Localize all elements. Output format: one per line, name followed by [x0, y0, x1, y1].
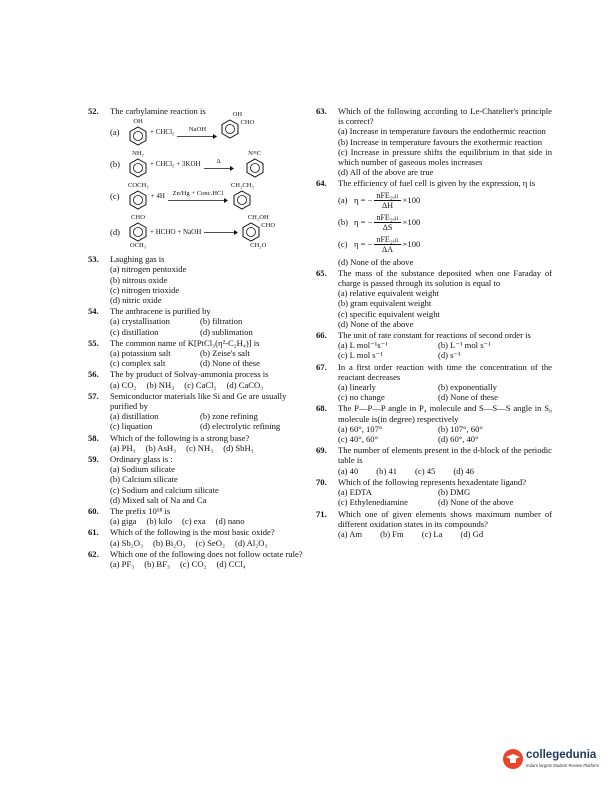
option: (c) CO₂ [179, 559, 207, 570]
question-67: 67. In a first order reaction with time the concentration of the reactant decreases (a) linearly (b) exponentially (c) no change (d) None of these [316, 361, 552, 403]
question-62: 62. Which one of the following does not follow octate rule? (a) PF₃ (b) BF₃ (c) CO₂ (d) CCl₄ [88, 548, 303, 570]
option: (c) La [421, 528, 443, 539]
option: (d) None of these [438, 392, 498, 403]
option: (c) specific equivalent weight [338, 308, 440, 319]
option: (a) Am [338, 528, 363, 539]
question-text: The carbylamine reaction is [110, 106, 206, 116]
question-60: 60. The prefix 10¹⁸ is (a) giga (b) kilo (c) exa (d) nano [88, 506, 245, 527]
salicylaldehyde-structure: OH CHO [220, 111, 254, 139]
efficiency-formula-a: (a) η = − $\frac{\text{nFE₂ₑₗₗ}}{\Delta H}$ ×100 [338, 190, 421, 210]
option: (d) s⁻¹ [438, 350, 461, 361]
option: (c) CaCl₂ [184, 379, 217, 390]
option: (c) nitrogen trioxide [110, 284, 180, 295]
option: (b) Increase in temperature favours the exothermic reaction [338, 136, 543, 147]
option: (b) 107°, 60° [438, 423, 483, 434]
question-59: 59. Ordinary glass is : (a) Sodium silicate (b) Calcium silicate (c) Sodium and calcium silicate (d) Mixed salt of Na and Ca [88, 454, 306, 505]
question-52 [88, 106, 306, 250]
option: (d) nitric oxide [110, 295, 162, 306]
option: (d) None of the above [338, 256, 414, 267]
reaction-arrow: Zn/Hg + Conc.HCl [168, 190, 228, 203]
option: (b) exponentially [438, 382, 497, 393]
option: (b) 41 [376, 465, 398, 476]
option: (d) SbH₃ [223, 442, 254, 453]
option: (b) Calcium silicate [110, 474, 178, 485]
option: (c) liquation [110, 421, 153, 432]
option: (d) All of the above are true [338, 167, 434, 178]
reaction-c: (c) COCH₃ + 4H Zn/Hg + Conc.HCl CH₂CH₃ [110, 182, 306, 210]
option: (c) distillation [110, 326, 159, 337]
reaction-arrow: Δ [204, 158, 234, 171]
option: (d) Mixed salt of Na and Ca [110, 494, 207, 505]
reaction-a: (a) OH + CHCl₃ NaOH OH CHO [110, 118, 306, 146]
option: (a) 60°, 107° [338, 423, 383, 434]
option: (b) kilo [146, 516, 173, 527]
option: (a) Sb₂O₃ [110, 537, 143, 548]
isocyanide-structure: N≡C [245, 150, 265, 178]
reaction-b: (b) NH₂ + CHCl₃ + 3KOH Δ N≡C [110, 150, 306, 178]
option: (d) electrolytic refining [200, 421, 281, 432]
option: (a) relative equivalent weight [338, 288, 439, 299]
efficiency-formula-c: (c) η = − $\frac{\text{nFE₂ₑₗₗ}}{\Delta A}$ ×100 [338, 234, 421, 254]
option: (d) 60°, 40° [438, 434, 479, 445]
option: (b) Fm [380, 528, 404, 539]
question-54: 54. The anthracene is purified by (a) crystallisation (b) filtration (c) distillation (d) sublimation [88, 306, 306, 337]
option: (a) EDTA [338, 487, 372, 498]
option: (b) zone refining [200, 411, 258, 422]
option: (a) giga [110, 516, 137, 527]
question-65: 65. The mass of the substance deposited when one Faraday of charge is passed through its solution is equal to (a) relative equivalent weight (b) gram equivalent weight (c) specific equivalent weight (d) None of the above [316, 267, 552, 329]
option: (b) filtration [200, 316, 243, 327]
option: (a) Increase in temperature favours the endothermic reaction [338, 126, 546, 137]
option: (d) None of these [200, 358, 260, 369]
option: (b) Zeise's salt [200, 348, 250, 359]
collegedunia-logo[interactable] [502, 746, 599, 776]
option: (b) NH₃ [146, 379, 175, 390]
option: (a) PF₃ [110, 559, 135, 570]
question-58: 58. Which of the following is a strong base? (a) PH₃ (b) AsH₃ (c) NH₃ (d) SbH₃ [88, 432, 254, 453]
logo-tagline: India's largest Student Review Platform [526, 763, 599, 768]
option: (a) Sodium silicate [110, 464, 175, 475]
option: (d) sublimation [200, 326, 253, 337]
option: (c) L mol s⁻¹ [338, 350, 383, 361]
option: (a) potassium salt [110, 348, 171, 359]
option: (c) SeO₂ [195, 537, 225, 548]
acetophenone-structure: COCH₃ [128, 182, 149, 210]
option: (a) CO₂ [110, 379, 137, 390]
question-61: 61. Which of the following is the most basic oxide? (a) Sb₂O₃ (b) Bi₂O₃ (c) SeO₂ (d) Al₂O₃ [88, 527, 275, 548]
option: (d) Al₂O₃ [234, 537, 268, 548]
option: (a) L mol⁻¹s⁻¹ [338, 340, 388, 351]
option: (c) 45 [415, 465, 436, 476]
option: (d) None of the above [438, 497, 514, 508]
efficiency-formula-b: (b) η = − $\frac{\text{nFE₂ₑₗₗ}}{\Delta S}$ ×100 [338, 212, 421, 232]
option: (d) Gd [460, 528, 484, 539]
question-66: 66. The unit of rate constant for reactions of second order is (a) L mol⁻¹s⁻¹ (b) L⁻¹ mol s⁻¹ (c) L mol s⁻¹ (d) s⁻¹ [316, 330, 552, 361]
question-70: 70. Which of the following represents hexadentate ligand? (a) EDTA (b) DMG (c) Ethylenediamine (d) None of the above [316, 477, 552, 508]
logo-name: collegedunia [526, 749, 597, 761]
option: (b) DMG [438, 487, 471, 498]
option: (c) exa [182, 516, 206, 527]
reaction-arrow [204, 230, 238, 235]
option: (b) L⁻¹ mol s⁻¹ [438, 340, 491, 351]
ethylbenzene-structure: CH₂CH₃ [231, 182, 254, 210]
option: (d) CCl₄ [216, 559, 246, 570]
reaction-arrow: NaOH [177, 126, 217, 139]
aniline-structure: NH₂ [128, 150, 148, 178]
option: (c) Increase in pressure shifts the equilibrium in that side in which number of gaseous moles increases [338, 146, 552, 168]
question-69: 69. The number of elements present in the d-block of the periodic table is (a) 40 (b) 41 (c) 45 (d) 46 [316, 445, 552, 476]
option: (a) 40 [338, 465, 359, 476]
option: (d) 46 [453, 465, 475, 476]
option: (a) nitrogen pentoxide [110, 264, 187, 275]
question-56: 56. The by product of Solvay-ammonia process is (a) CO₂ (b) NH₃ (c) CaCl₂ (d) CaCO₃ [88, 369, 269, 390]
option: (a) crystallisation [110, 316, 170, 327]
option: (a) distillation [110, 411, 159, 422]
option: (c) no change [338, 392, 385, 403]
option: (c) 40°, 60° [338, 434, 379, 445]
option: (a) PH₃ [110, 442, 136, 453]
graduation-cap-icon [502, 748, 524, 770]
option: (a) linearly [338, 382, 376, 393]
option: (d) nano [215, 516, 245, 527]
question-53: 53. Laughing gas is (a) nitrogen pentoxide (b) nitrous oxide (c) nitrogen trioxide (d) nitric oxide [88, 254, 306, 305]
option: (b) gram equivalent weight [338, 298, 432, 309]
option: (c) complex salt [110, 358, 166, 369]
question-64: 64. The efficiency of fuel cell is given by the expression, η is (a) η = − $\frac{\text{nFE₂ₑₗₗ}}{\Delta H}$ ×100 (b) η = − $\frac{\text{nFE₂ₑₗₗ}}{\Delta S}$ ×100 (c) η = − $\frac{\text{nFE₂ₑₗₗ}}{\Delta A}$ ×100 (d) None of the above [316, 178, 552, 266]
option: (b) Bi₂O₃ [152, 537, 186, 548]
option: (b) BF₃ [144, 559, 170, 570]
product-structure: CH₂OH CHO CH₂O [241, 214, 275, 250]
right-column [316, 106, 552, 540]
question-number: 52. [88, 106, 99, 116]
reaction-d: (d) CHO OCH₃ + HCHO + NaOH CH₂OH CHO CH₂O [110, 214, 276, 250]
anisaldehyde-structure: CHO OCH₃ [129, 214, 147, 250]
option: (c) NH₃ [186, 442, 214, 453]
option: (c) Ethylenediamine [338, 497, 408, 508]
phenol-structure: OH [128, 118, 148, 146]
question-68: 68. The P—P—P angle in P₄ molecule and S—S—S angle in S₈ molecule is(in degree) respectively (a) 60°, 107° (b) 107°, 60° (c) 40°, 60° (d) 60°, 40° [316, 403, 552, 445]
question-57: 57. Semiconductor materials like Si and Ge are usually purified by (a) distillation (b) zone refining (c) liquation (d) electrolytic refining [88, 391, 306, 432]
question-63: 63. Which of the following according to Le-Chatelier's principle is correct? (a) Increase in temperature favours the endothermic reaction (b) Increase in temperature favours the exothermic reaction (c) Increase in pressure shifts the equilibrium in that side in which number of gaseous moles increases (d) All of the above are true [316, 106, 552, 178]
question-71: 71. Which one of given elements shows maximum number of different oxidation states in its compounds? (a) Am (b) Fm (c) La (d) Gd [316, 508, 552, 539]
option: (b) AsH₃ [145, 442, 177, 453]
left-column [88, 106, 306, 570]
option: (b) nitrous oxide [110, 274, 168, 285]
question-55: 55. The common name of K[PtCl₃(η²-C₂H₄)] is (a) potassium salt (b) Zeise's salt (c) complex salt (d) None of these [88, 338, 306, 369]
option: (d) None of the above [338, 318, 414, 329]
option: (c) Sodium and calcium silicate [110, 484, 219, 495]
option: (d) CaCO₃ [226, 379, 264, 390]
